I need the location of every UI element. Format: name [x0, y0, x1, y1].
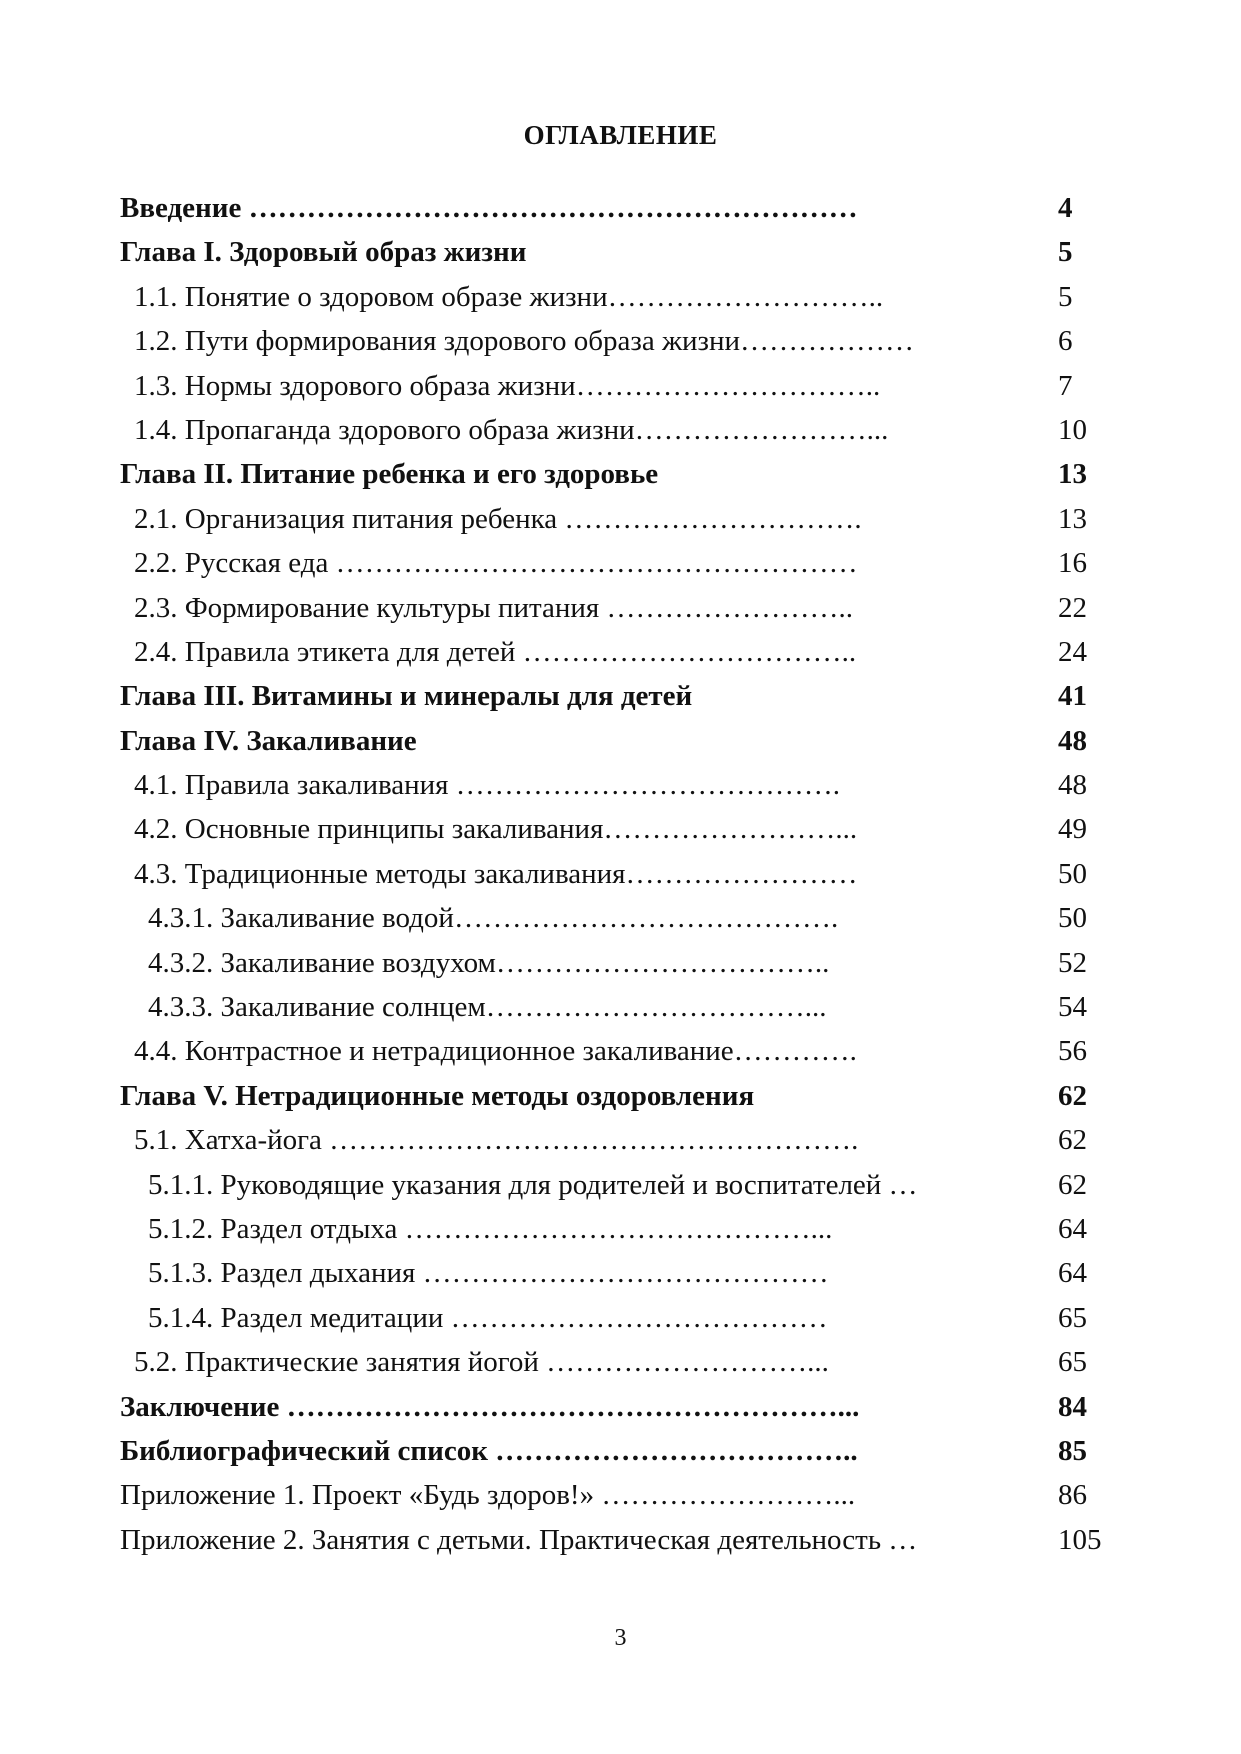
toc-entry — [120, 630, 1120, 674]
toc-entry-page: 64 — [1058, 1257, 1087, 1290]
toc-entry-page: 84 — [1058, 1390, 1087, 1423]
toc-entry — [120, 1385, 1120, 1429]
toc-entry — [120, 852, 1120, 896]
toc-entry-label: 2.4. Правила этикета для детей …………………………….. — [134, 635, 857, 668]
toc-entry-page: 13 — [1058, 458, 1087, 491]
toc-entry — [120, 1296, 1120, 1340]
toc-entry-page: 5 — [1058, 236, 1073, 269]
toc-entry-label: 1.2. Пути формирования здорового образа жизни……………… — [134, 325, 915, 358]
toc-entry — [120, 1118, 1120, 1162]
toc-entry-page: 41 — [1058, 680, 1087, 713]
toc-entry — [120, 941, 1120, 985]
toc-entry-label: Приложение 1. Проект «Будь здоров!» ……………………... — [120, 1479, 856, 1512]
toc-entry-page: 85 — [1058, 1434, 1087, 1467]
toc-entry — [120, 319, 1120, 363]
toc-entry-page: 65 — [1058, 1346, 1087, 1379]
toc-entry — [120, 497, 1120, 541]
toc-entry-label: Приложение 2. Занятия с детьми. Практическая деятельность … — [120, 1523, 918, 1556]
toc-entry-label: 4.4. Контрастное и нетрадиционное закаливание…………. — [134, 1035, 857, 1068]
toc-entry-label: Библиографический список ……………………………….. — [120, 1434, 858, 1467]
toc-entry-page: 65 — [1058, 1301, 1087, 1334]
toc-entry-page: 22 — [1058, 591, 1087, 624]
toc-entry-label: Глава I. Здоровый образ жизни — [120, 236, 527, 269]
table-of-contents — [120, 186, 1120, 1562]
toc-entry-page: 5 — [1058, 280, 1073, 313]
toc-entry — [120, 186, 1120, 230]
toc-entry-page: 7 — [1058, 369, 1073, 402]
toc-entry — [120, 1518, 1120, 1562]
toc-entry-label: 4.3.2. Закаливание воздухом…………………………….. — [148, 946, 830, 979]
toc-entry-page: 62 — [1058, 1124, 1087, 1157]
toc-entry-page: 6 — [1058, 325, 1073, 358]
toc-entry-label: 2.1. Организация питания ребенка …………………………. — [134, 502, 862, 535]
toc-entry-page: 48 — [1058, 724, 1087, 757]
toc-entry-label: 2.3. Формирование культуры питания …………………….. — [134, 591, 854, 624]
toc-entry-page: 86 — [1058, 1479, 1087, 1512]
toc-entry — [120, 541, 1120, 585]
toc-entry-page: 50 — [1058, 857, 1087, 890]
toc-entry — [120, 275, 1120, 319]
toc-entry — [120, 896, 1120, 940]
toc-entry — [120, 452, 1120, 496]
toc-entry — [120, 1074, 1120, 1118]
toc-entry-page: 64 — [1058, 1212, 1087, 1245]
toc-entry — [120, 1207, 1120, 1251]
toc-entry-page: 10 — [1058, 413, 1087, 446]
toc-entry-label: 5.1.1. Руководящие указания для родителей и воспитателей … — [148, 1168, 918, 1201]
toc-entry-label: Глава II. Питание ребенка и его здоровье — [120, 458, 659, 491]
toc-entry-label: 1.4. Пропаганда здорового образа жизни……………………... — [134, 413, 889, 446]
toc-entry-label: 4.2. Основные принципы закаливания……………………... — [134, 813, 858, 846]
toc-entry-page: 49 — [1058, 813, 1087, 846]
toc-entry-page: 48 — [1058, 769, 1087, 802]
toc-entry-label: 5.1.4. Раздел медитации ………………………………… — [148, 1301, 828, 1334]
toc-entry — [120, 1029, 1120, 1073]
toc-entry-label: 4.3.1. Закаливание водой…………………………………. — [148, 902, 839, 935]
toc-entry-label: Глава V. Нетрадиционные методы оздоровления — [120, 1079, 755, 1112]
toc-entry — [120, 763, 1120, 807]
toc-entry-page: 13 — [1058, 502, 1087, 535]
toc-entry-page: 56 — [1058, 1035, 1087, 1068]
toc-entry-label: Заключение …………………………………………………... — [120, 1390, 860, 1423]
toc-entry-page: 52 — [1058, 946, 1087, 979]
toc-entry — [120, 1251, 1120, 1295]
toc-entry — [120, 1340, 1120, 1384]
toc-entry — [120, 674, 1120, 718]
toc-entry-page: 16 — [1058, 547, 1087, 580]
toc-entry-label: Глава III. Витамины и минералы для детей — [120, 680, 693, 713]
toc-entry-page: 62 — [1058, 1079, 1087, 1112]
toc-entry-label: Введение ……………………………………………………… — [120, 192, 858, 224]
toc-entry-label: 4.3. Традиционные методы закаливания…………………… — [134, 857, 858, 890]
toc-entry-page: 4 — [1058, 192, 1073, 224]
toc-entry — [120, 719, 1120, 763]
toc-entry-page: 24 — [1058, 635, 1087, 668]
toc-entry-label: 5.1. Хатха-йога ………………………………………………. — [134, 1124, 859, 1157]
toc-entry — [120, 1163, 1120, 1207]
toc-entry-label: Глава IV. Закаливание — [120, 724, 417, 757]
toc-entry-label: 4.3.3. Закаливание солнцем……………………………... — [148, 991, 827, 1024]
toc-entry — [120, 1473, 1120, 1517]
toc-entry-page: 62 — [1058, 1168, 1087, 1201]
toc-entry — [120, 1429, 1120, 1473]
toc-entry-label: 5.1.2. Раздел отдыха ……………………………………... — [148, 1212, 833, 1245]
toc-entry-page: 50 — [1058, 902, 1087, 935]
toc-entry — [120, 408, 1120, 452]
toc-entry-label: 5.2. Практические занятия йогой ………………………... — [134, 1346, 829, 1379]
toc-entry-page: 105 — [1058, 1523, 1102, 1556]
toc-title: ОГЛАВЛЕНИЕ — [523, 120, 718, 150]
toc-entry — [120, 586, 1120, 630]
toc-entry-label: 4.1. Правила закаливания …………………………………. — [134, 769, 841, 802]
toc-entry-page: 54 — [1058, 991, 1087, 1024]
page-number: 3 — [614, 1625, 627, 1651]
toc-entry — [120, 230, 1120, 274]
toc-entry — [120, 364, 1120, 408]
toc-entry-label: 5.1.3. Раздел дыхания …………………………………… — [148, 1257, 829, 1290]
toc-entry-label: 1.1. Понятие о здоровом образе жизни……………………….. — [134, 280, 884, 313]
toc-entry — [120, 807, 1120, 851]
toc-entry-label: 2.2. Русская еда ……………………………………………… — [134, 547, 858, 580]
toc-entry — [120, 985, 1120, 1029]
toc-entry-label: 1.3. Нормы здорового образа жизни………………………….. — [134, 369, 881, 402]
